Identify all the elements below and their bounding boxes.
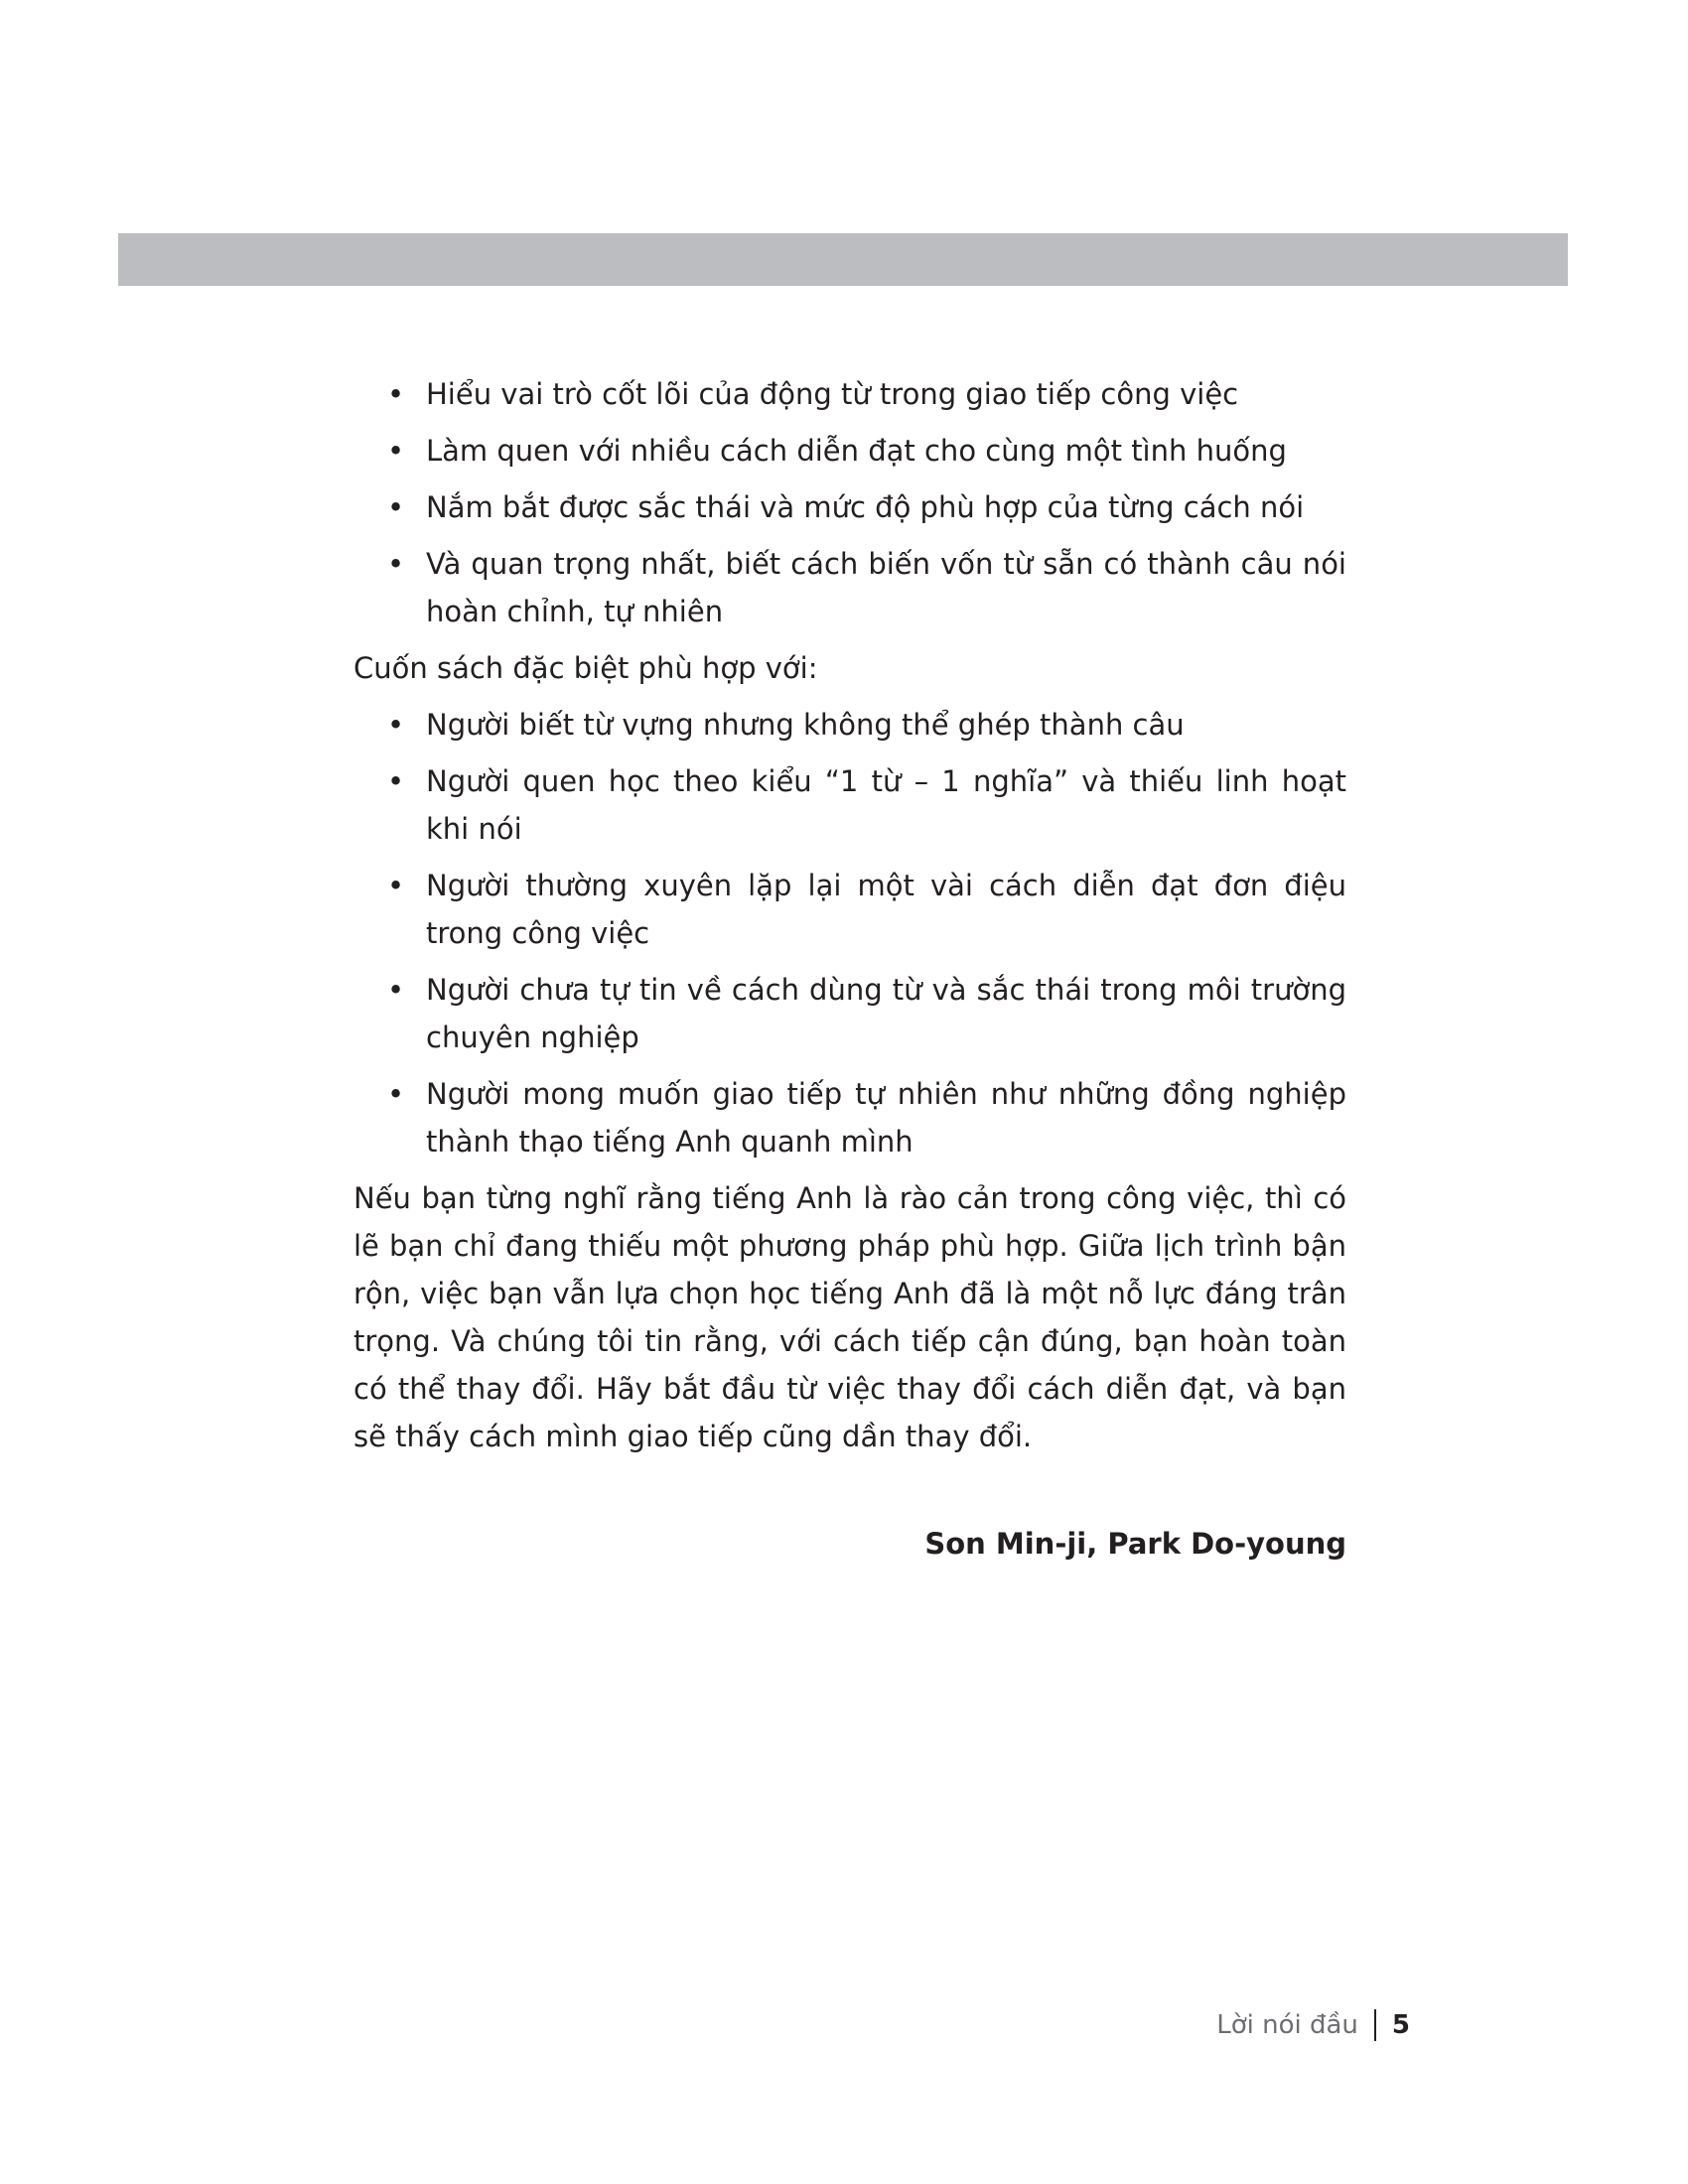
bullet-icon: • xyxy=(387,973,405,1007)
bullet-icon: • xyxy=(387,434,405,468)
suitable-heading: Cuốn sách đặc biệt phù hợp với: xyxy=(353,651,818,685)
list-item xyxy=(353,427,1346,475)
page-content xyxy=(353,370,1346,1568)
list-item xyxy=(353,757,1346,853)
intro-bullet-list xyxy=(353,370,1346,635)
author-signature: Son Min-ji, Park Do-young xyxy=(924,1527,1346,1561)
bullet-icon: • xyxy=(387,869,405,902)
list-item-text: Và quan trọng nhất, biết cách biến vốn từ sẵn có thành câu nói hoàn chỉnh, tự nhiên xyxy=(426,547,1346,628)
list-item xyxy=(353,1070,1346,1165)
page-footer xyxy=(1216,2007,1410,2043)
bullet-icon: • xyxy=(387,708,405,742)
section-label: Lời nói đầu xyxy=(1216,2010,1358,2040)
list-item xyxy=(353,966,1346,1061)
bullet-icon: • xyxy=(387,377,405,411)
list-item-text: Làm quen với nhiều cách diễn đạt cho cùng một tình huống xyxy=(426,434,1287,468)
closing-paragraph: Nếu bạn từng nghĩ rằng tiếng Anh là rào cản trong công việc, thì có lẽ bạn chỉ đang thiếu một phương pháp phù hợp. Giữa lịch trình bận rộn, việc bạn vẫn lựa chọn học tiếng Anh đã là một nỗ lực đáng trân trọng. Và chúng tôi tin rằng, với cách tiếp cận đúng, bạn hoàn toàn có thể thay đổi. Hãy bắt đầu từ việc thay đổi cách diễn đạt, và bạn sẽ thấy cách mình giao tiếp cũng dần thay đổi. xyxy=(353,1181,1346,1453)
list-item-text: Người chưa tự tin về cách dùng từ và sắc thái trong môi trường chuyên nghiệp xyxy=(426,973,1346,1054)
list-item-text: Nắm bắt được sắc thái và mức độ phù hợp của từng cách nói xyxy=(426,490,1305,524)
list-item-text: Hiểu vai trò cốt lõi của động từ trong giao tiếp công việc xyxy=(426,377,1239,411)
header-band xyxy=(118,233,1568,286)
bullet-icon: • xyxy=(387,547,405,581)
list-item-text: Người mong muốn giao tiếp tự nhiên như những đồng nghiệp thành thạo tiếng Anh quanh mình xyxy=(426,1077,1346,1159)
list-item xyxy=(353,540,1346,635)
bullet-icon: • xyxy=(387,490,405,524)
list-item xyxy=(353,701,1346,749)
suitable-bullet-list xyxy=(353,701,1346,1165)
list-item-text: Người biết từ vựng nhưng không thể ghép thành câu xyxy=(426,708,1185,742)
list-item-text: Người thường xuyên lặp lại một vài cách diễn đạt đơn điệu trong công việc xyxy=(426,869,1346,950)
list-item xyxy=(353,862,1346,957)
page-number: 5 xyxy=(1391,2010,1410,2040)
bullet-icon: • xyxy=(387,1077,405,1111)
list-item xyxy=(353,483,1346,531)
list-item-text: Người quen học theo kiểu “1 từ – 1 nghĩa” và thiếu linh hoạt khi nói xyxy=(426,764,1346,846)
footer-divider xyxy=(1374,2009,1376,2041)
bullet-icon: • xyxy=(387,764,405,798)
list-item xyxy=(353,370,1346,418)
